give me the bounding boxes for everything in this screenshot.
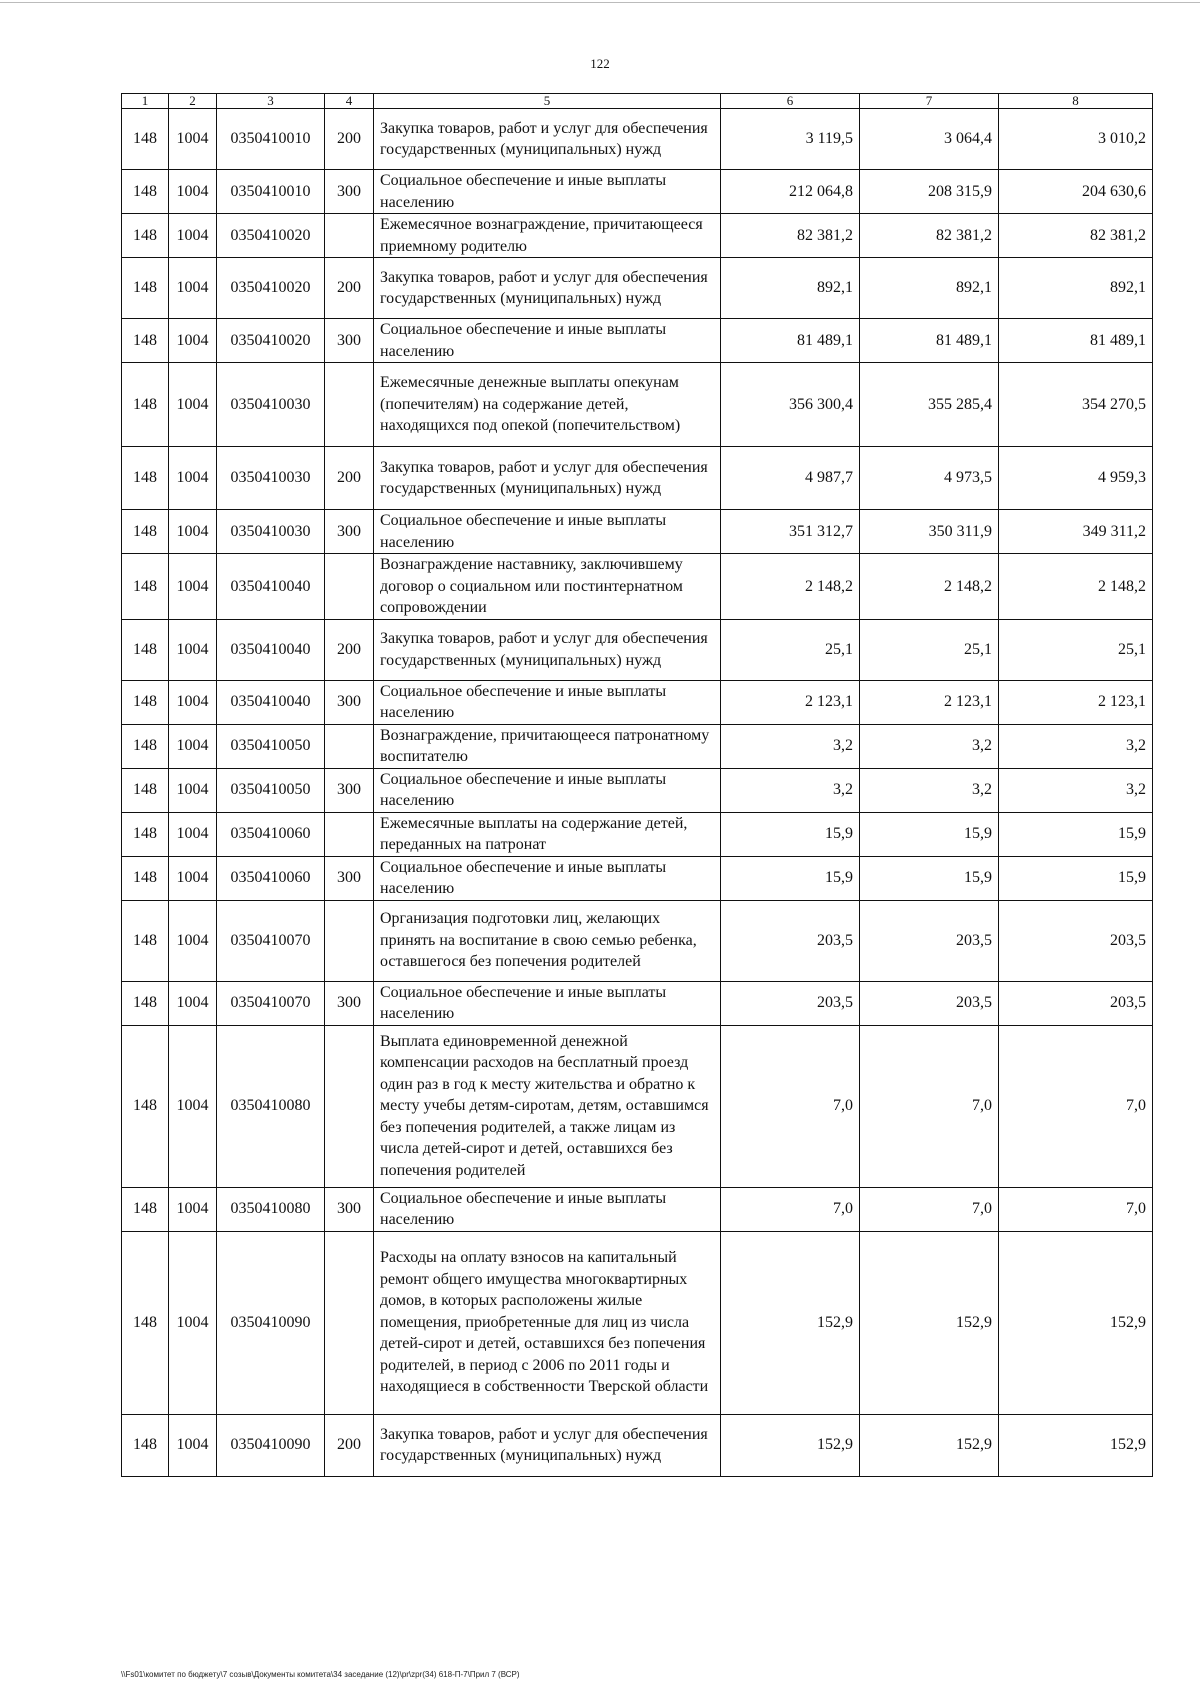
cell-chapter: 148 bbox=[122, 680, 169, 724]
cell-amount-3: 7,0 bbox=[999, 1187, 1153, 1231]
cell-expense-type bbox=[325, 363, 374, 447]
table-row bbox=[122, 214, 1153, 258]
cell-expense-type: 200 bbox=[325, 109, 374, 170]
file-path-footer: \\Fs01\комитет по бюджету\7 созыв\Документы комитета\34 заседание (12)\pr\zpr(34) 618-П-7\Прил 7 (ВСР) bbox=[121, 1670, 520, 1679]
table-row bbox=[122, 1187, 1153, 1231]
cell-section: 1004 bbox=[169, 1025, 217, 1187]
cell-amount-2: 3 064,4 bbox=[860, 109, 999, 170]
cell-section: 1004 bbox=[169, 680, 217, 724]
cell-chapter: 148 bbox=[122, 1231, 169, 1414]
cell-chapter: 148 bbox=[122, 900, 169, 981]
column-header: 3 bbox=[217, 94, 325, 109]
cell-target-article: 0350410020 bbox=[217, 214, 325, 258]
cell-name: Социальное обеспечение и иные выплаты населению bbox=[374, 981, 721, 1025]
cell-amount-1: 2 148,2 bbox=[721, 554, 860, 620]
cell-name: Вознаграждение, причитающееся патронатному воспитателю bbox=[374, 724, 721, 768]
cell-expense-type: 300 bbox=[325, 510, 374, 554]
cell-amount-2: 81 489,1 bbox=[860, 319, 999, 363]
cell-amount-2: 152,9 bbox=[860, 1231, 999, 1414]
cell-target-article: 0350410080 bbox=[217, 1187, 325, 1231]
cell-amount-1: 152,9 bbox=[721, 1414, 860, 1476]
cell-amount-2: 203,5 bbox=[860, 981, 999, 1025]
cell-section: 1004 bbox=[169, 447, 217, 510]
cell-expense-type: 300 bbox=[325, 981, 374, 1025]
table-row bbox=[122, 900, 1153, 981]
cell-section: 1004 bbox=[169, 856, 217, 900]
page-number: 122 bbox=[590, 56, 610, 71]
cell-amount-1: 212 064,8 bbox=[721, 170, 860, 214]
table-row bbox=[122, 554, 1153, 620]
cell-amount-3: 25,1 bbox=[999, 619, 1153, 680]
cell-amount-1: 7,0 bbox=[721, 1025, 860, 1187]
cell-amount-1: 7,0 bbox=[721, 1187, 860, 1231]
cell-section: 1004 bbox=[169, 900, 217, 981]
cell-amount-1: 15,9 bbox=[721, 856, 860, 900]
cell-amount-3: 2 148,2 bbox=[999, 554, 1153, 620]
cell-section: 1004 bbox=[169, 510, 217, 554]
scan-top-edge bbox=[0, 2, 1200, 3]
cell-section: 1004 bbox=[169, 554, 217, 620]
cell-section: 1004 bbox=[169, 1187, 217, 1231]
cell-amount-1: 152,9 bbox=[721, 1231, 860, 1414]
cell-chapter: 148 bbox=[122, 363, 169, 447]
table-row bbox=[122, 258, 1153, 319]
cell-target-article: 0350410040 bbox=[217, 680, 325, 724]
cell-chapter: 148 bbox=[122, 447, 169, 510]
cell-name: Вознаграждение наставнику, заключившему договор о социальном или постинтернатном сопровождении bbox=[374, 554, 721, 620]
cell-amount-2: 15,9 bbox=[860, 812, 999, 856]
table-row bbox=[122, 812, 1153, 856]
cell-amount-2: 2 148,2 bbox=[860, 554, 999, 620]
cell-amount-1: 203,5 bbox=[721, 981, 860, 1025]
table-row bbox=[122, 981, 1153, 1025]
cell-amount-2: 203,5 bbox=[860, 900, 999, 981]
cell-target-article: 0350410050 bbox=[217, 768, 325, 812]
cell-expense-type: 300 bbox=[325, 680, 374, 724]
table-row bbox=[122, 1231, 1153, 1414]
cell-amount-3: 203,5 bbox=[999, 981, 1153, 1025]
cell-amount-3: 3 010,2 bbox=[999, 109, 1153, 170]
cell-amount-2: 3,2 bbox=[860, 724, 999, 768]
cell-amount-1: 3 119,5 bbox=[721, 109, 860, 170]
cell-amount-3: 15,9 bbox=[999, 856, 1153, 900]
cell-target-article: 0350410030 bbox=[217, 363, 325, 447]
table-row bbox=[122, 1414, 1153, 1476]
cell-amount-1: 356 300,4 bbox=[721, 363, 860, 447]
cell-expense-type bbox=[325, 1231, 374, 1414]
cell-amount-1: 15,9 bbox=[721, 812, 860, 856]
cell-expense-type: 200 bbox=[325, 447, 374, 510]
cell-chapter: 148 bbox=[122, 812, 169, 856]
cell-expense-type bbox=[325, 900, 374, 981]
cell-target-article: 0350410010 bbox=[217, 170, 325, 214]
cell-name: Социальное обеспечение и иные выплаты населению bbox=[374, 768, 721, 812]
cell-amount-3: 204 630,6 bbox=[999, 170, 1153, 214]
cell-amount-2: 7,0 bbox=[860, 1187, 999, 1231]
cell-amount-3: 81 489,1 bbox=[999, 319, 1153, 363]
cell-amount-3: 354 270,5 bbox=[999, 363, 1153, 447]
table-row bbox=[122, 363, 1153, 447]
cell-name: Закупка товаров, работ и услуг для обеспечения государственных (муниципальных) нужд bbox=[374, 109, 721, 170]
cell-amount-1: 203,5 bbox=[721, 900, 860, 981]
table-row bbox=[122, 510, 1153, 554]
table-row bbox=[122, 170, 1153, 214]
column-header: 6 bbox=[721, 94, 860, 109]
cell-amount-3: 7,0 bbox=[999, 1025, 1153, 1187]
cell-chapter: 148 bbox=[122, 109, 169, 170]
cell-amount-1: 4 987,7 bbox=[721, 447, 860, 510]
cell-name: Социальное обеспечение и иные выплаты населению bbox=[374, 170, 721, 214]
cell-target-article: 0350410030 bbox=[217, 510, 325, 554]
cell-amount-2: 4 973,5 bbox=[860, 447, 999, 510]
cell-section: 1004 bbox=[169, 170, 217, 214]
table-row bbox=[122, 109, 1153, 170]
cell-amount-1: 351 312,7 bbox=[721, 510, 860, 554]
cell-name: Закупка товаров, работ и услуг для обеспечения государственных (муниципальных) нужд bbox=[374, 447, 721, 510]
cell-amount-2: 7,0 bbox=[860, 1025, 999, 1187]
cell-name: Социальное обеспечение и иные выплаты населению bbox=[374, 856, 721, 900]
cell-target-article: 0350410070 bbox=[217, 981, 325, 1025]
cell-amount-2: 350 311,9 bbox=[860, 510, 999, 554]
cell-expense-type: 300 bbox=[325, 319, 374, 363]
cell-section: 1004 bbox=[169, 258, 217, 319]
cell-name: Социальное обеспечение и иные выплаты населению bbox=[374, 1187, 721, 1231]
cell-name: Закупка товаров, работ и услуг для обеспечения государственных (муниципальных) нужд bbox=[374, 1414, 721, 1476]
cell-amount-3: 2 123,1 bbox=[999, 680, 1153, 724]
column-header: 4 bbox=[325, 94, 374, 109]
column-header: 8 bbox=[999, 94, 1153, 109]
cell-expense-type: 200 bbox=[325, 1414, 374, 1476]
cell-chapter: 148 bbox=[122, 319, 169, 363]
column-header: 7 bbox=[860, 94, 999, 109]
cell-target-article: 0350410080 bbox=[217, 1025, 325, 1187]
cell-section: 1004 bbox=[169, 109, 217, 170]
cell-expense-type: 300 bbox=[325, 1187, 374, 1231]
cell-expense-type: 300 bbox=[325, 856, 374, 900]
cell-name: Организация подготовки лиц, желающих принять на воспитание в свою семью ребенка, оставшегося без попечения родителей bbox=[374, 900, 721, 981]
cell-expense-type bbox=[325, 554, 374, 620]
cell-section: 1004 bbox=[169, 768, 217, 812]
cell-name: Расходы на оплату взносов на капитальный ремонт общего имущества многоквартирных домов, в которых расположены жилые помещения, приобретенные для лиц из числа детей-сирот и детей, оставшихся без попечения родителей, в период с 2006 по 2011 годы и находящиеся в собственности Тверской области bbox=[374, 1231, 721, 1414]
cell-target-article: 0350410010 bbox=[217, 109, 325, 170]
cell-amount-1: 3,2 bbox=[721, 768, 860, 812]
cell-name: Ежемесячные денежные выплаты опекунам (попечителям) на содержание детей, находящихся под опекой (попечительством) bbox=[374, 363, 721, 447]
cell-target-article: 0350410070 bbox=[217, 900, 325, 981]
cell-amount-2: 82 381,2 bbox=[860, 214, 999, 258]
cell-chapter: 148 bbox=[122, 724, 169, 768]
cell-name: Ежемесячные выплаты на содержание детей, переданных на патронат bbox=[374, 812, 721, 856]
cell-chapter: 148 bbox=[122, 258, 169, 319]
cell-amount-3: 4 959,3 bbox=[999, 447, 1153, 510]
table-header-row bbox=[122, 94, 1153, 109]
column-header: 1 bbox=[122, 94, 169, 109]
cell-amount-1: 3,2 bbox=[721, 724, 860, 768]
table-row bbox=[122, 856, 1153, 900]
table-row bbox=[122, 447, 1153, 510]
cell-amount-2: 355 285,4 bbox=[860, 363, 999, 447]
table-row bbox=[122, 724, 1153, 768]
cell-chapter: 148 bbox=[122, 554, 169, 620]
budget-table bbox=[121, 93, 1153, 1477]
cell-chapter: 148 bbox=[122, 170, 169, 214]
cell-amount-3: 3,2 bbox=[999, 768, 1153, 812]
cell-name: Социальное обеспечение и иные выплаты населению bbox=[374, 680, 721, 724]
cell-chapter: 148 bbox=[122, 510, 169, 554]
cell-amount-2: 15,9 bbox=[860, 856, 999, 900]
cell-name: Выплата единовременной денежной компенсации расходов на бесплатный проезд один раз в год к месту жительства и обратно к месту учебы детям-сиротам, детям, оставшимся без попечения родителей, а также лицам из числа детей-сирот и детей, оставшихся без попечения родителей bbox=[374, 1025, 721, 1187]
cell-target-article: 0350410090 bbox=[217, 1414, 325, 1476]
cell-amount-3: 3,2 bbox=[999, 724, 1153, 768]
cell-chapter: 148 bbox=[122, 856, 169, 900]
cell-name: Социальное обеспечение и иные выплаты населению bbox=[374, 319, 721, 363]
cell-amount-3: 82 381,2 bbox=[999, 214, 1153, 258]
cell-target-article: 0350410040 bbox=[217, 554, 325, 620]
cell-target-article: 0350410060 bbox=[217, 856, 325, 900]
cell-chapter: 148 bbox=[122, 619, 169, 680]
cell-expense-type bbox=[325, 214, 374, 258]
cell-amount-2: 208 315,9 bbox=[860, 170, 999, 214]
cell-expense-type bbox=[325, 812, 374, 856]
cell-amount-1: 892,1 bbox=[721, 258, 860, 319]
cell-amount-1: 2 123,1 bbox=[721, 680, 860, 724]
cell-target-article: 0350410060 bbox=[217, 812, 325, 856]
cell-amount-3: 152,9 bbox=[999, 1414, 1153, 1476]
cell-section: 1004 bbox=[169, 1414, 217, 1476]
cell-chapter: 148 bbox=[122, 1187, 169, 1231]
column-header: 5 bbox=[374, 94, 721, 109]
cell-chapter: 148 bbox=[122, 1025, 169, 1187]
column-header: 2 bbox=[169, 94, 217, 109]
cell-amount-3: 152,9 bbox=[999, 1231, 1153, 1414]
cell-section: 1004 bbox=[169, 319, 217, 363]
cell-chapter: 148 bbox=[122, 1414, 169, 1476]
cell-target-article: 0350410020 bbox=[217, 258, 325, 319]
cell-amount-3: 349 311,2 bbox=[999, 510, 1153, 554]
cell-target-article: 0350410090 bbox=[217, 1231, 325, 1414]
cell-section: 1004 bbox=[169, 812, 217, 856]
cell-name: Ежемесячное вознаграждение, причитающееся приемному родителю bbox=[374, 214, 721, 258]
cell-amount-1: 82 381,2 bbox=[721, 214, 860, 258]
cell-section: 1004 bbox=[169, 214, 217, 258]
table-row bbox=[122, 319, 1153, 363]
cell-section: 1004 bbox=[169, 724, 217, 768]
cell-amount-1: 81 489,1 bbox=[721, 319, 860, 363]
table-body bbox=[122, 109, 1153, 1477]
cell-amount-2: 892,1 bbox=[860, 258, 999, 319]
cell-expense-type bbox=[325, 1025, 374, 1187]
cell-expense-type bbox=[325, 724, 374, 768]
cell-amount-2: 25,1 bbox=[860, 619, 999, 680]
cell-amount-2: 3,2 bbox=[860, 768, 999, 812]
cell-expense-type: 200 bbox=[325, 258, 374, 319]
cell-expense-type: 200 bbox=[325, 619, 374, 680]
cell-section: 1004 bbox=[169, 363, 217, 447]
table-row bbox=[122, 768, 1153, 812]
cell-expense-type: 300 bbox=[325, 170, 374, 214]
cell-target-article: 0350410020 bbox=[217, 319, 325, 363]
cell-amount-2: 152,9 bbox=[860, 1414, 999, 1476]
cell-chapter: 148 bbox=[122, 214, 169, 258]
cell-name: Закупка товаров, работ и услуг для обеспечения государственных (муниципальных) нужд bbox=[374, 619, 721, 680]
cell-section: 1004 bbox=[169, 619, 217, 680]
cell-section: 1004 bbox=[169, 981, 217, 1025]
cell-chapter: 148 bbox=[122, 981, 169, 1025]
table-row bbox=[122, 619, 1153, 680]
table-row bbox=[122, 680, 1153, 724]
cell-chapter: 148 bbox=[122, 768, 169, 812]
cell-target-article: 0350410030 bbox=[217, 447, 325, 510]
cell-amount-3: 203,5 bbox=[999, 900, 1153, 981]
cell-amount-1: 25,1 bbox=[721, 619, 860, 680]
cell-amount-3: 892,1 bbox=[999, 258, 1153, 319]
cell-target-article: 0350410040 bbox=[217, 619, 325, 680]
cell-section: 1004 bbox=[169, 1231, 217, 1414]
cell-name: Закупка товаров, работ и услуг для обеспечения государственных (муниципальных) нужд bbox=[374, 258, 721, 319]
cell-amount-3: 15,9 bbox=[999, 812, 1153, 856]
table-row bbox=[122, 1025, 1153, 1187]
cell-expense-type: 300 bbox=[325, 768, 374, 812]
cell-name: Социальное обеспечение и иные выплаты населению bbox=[374, 510, 721, 554]
cell-target-article: 0350410050 bbox=[217, 724, 325, 768]
cell-amount-2: 2 123,1 bbox=[860, 680, 999, 724]
